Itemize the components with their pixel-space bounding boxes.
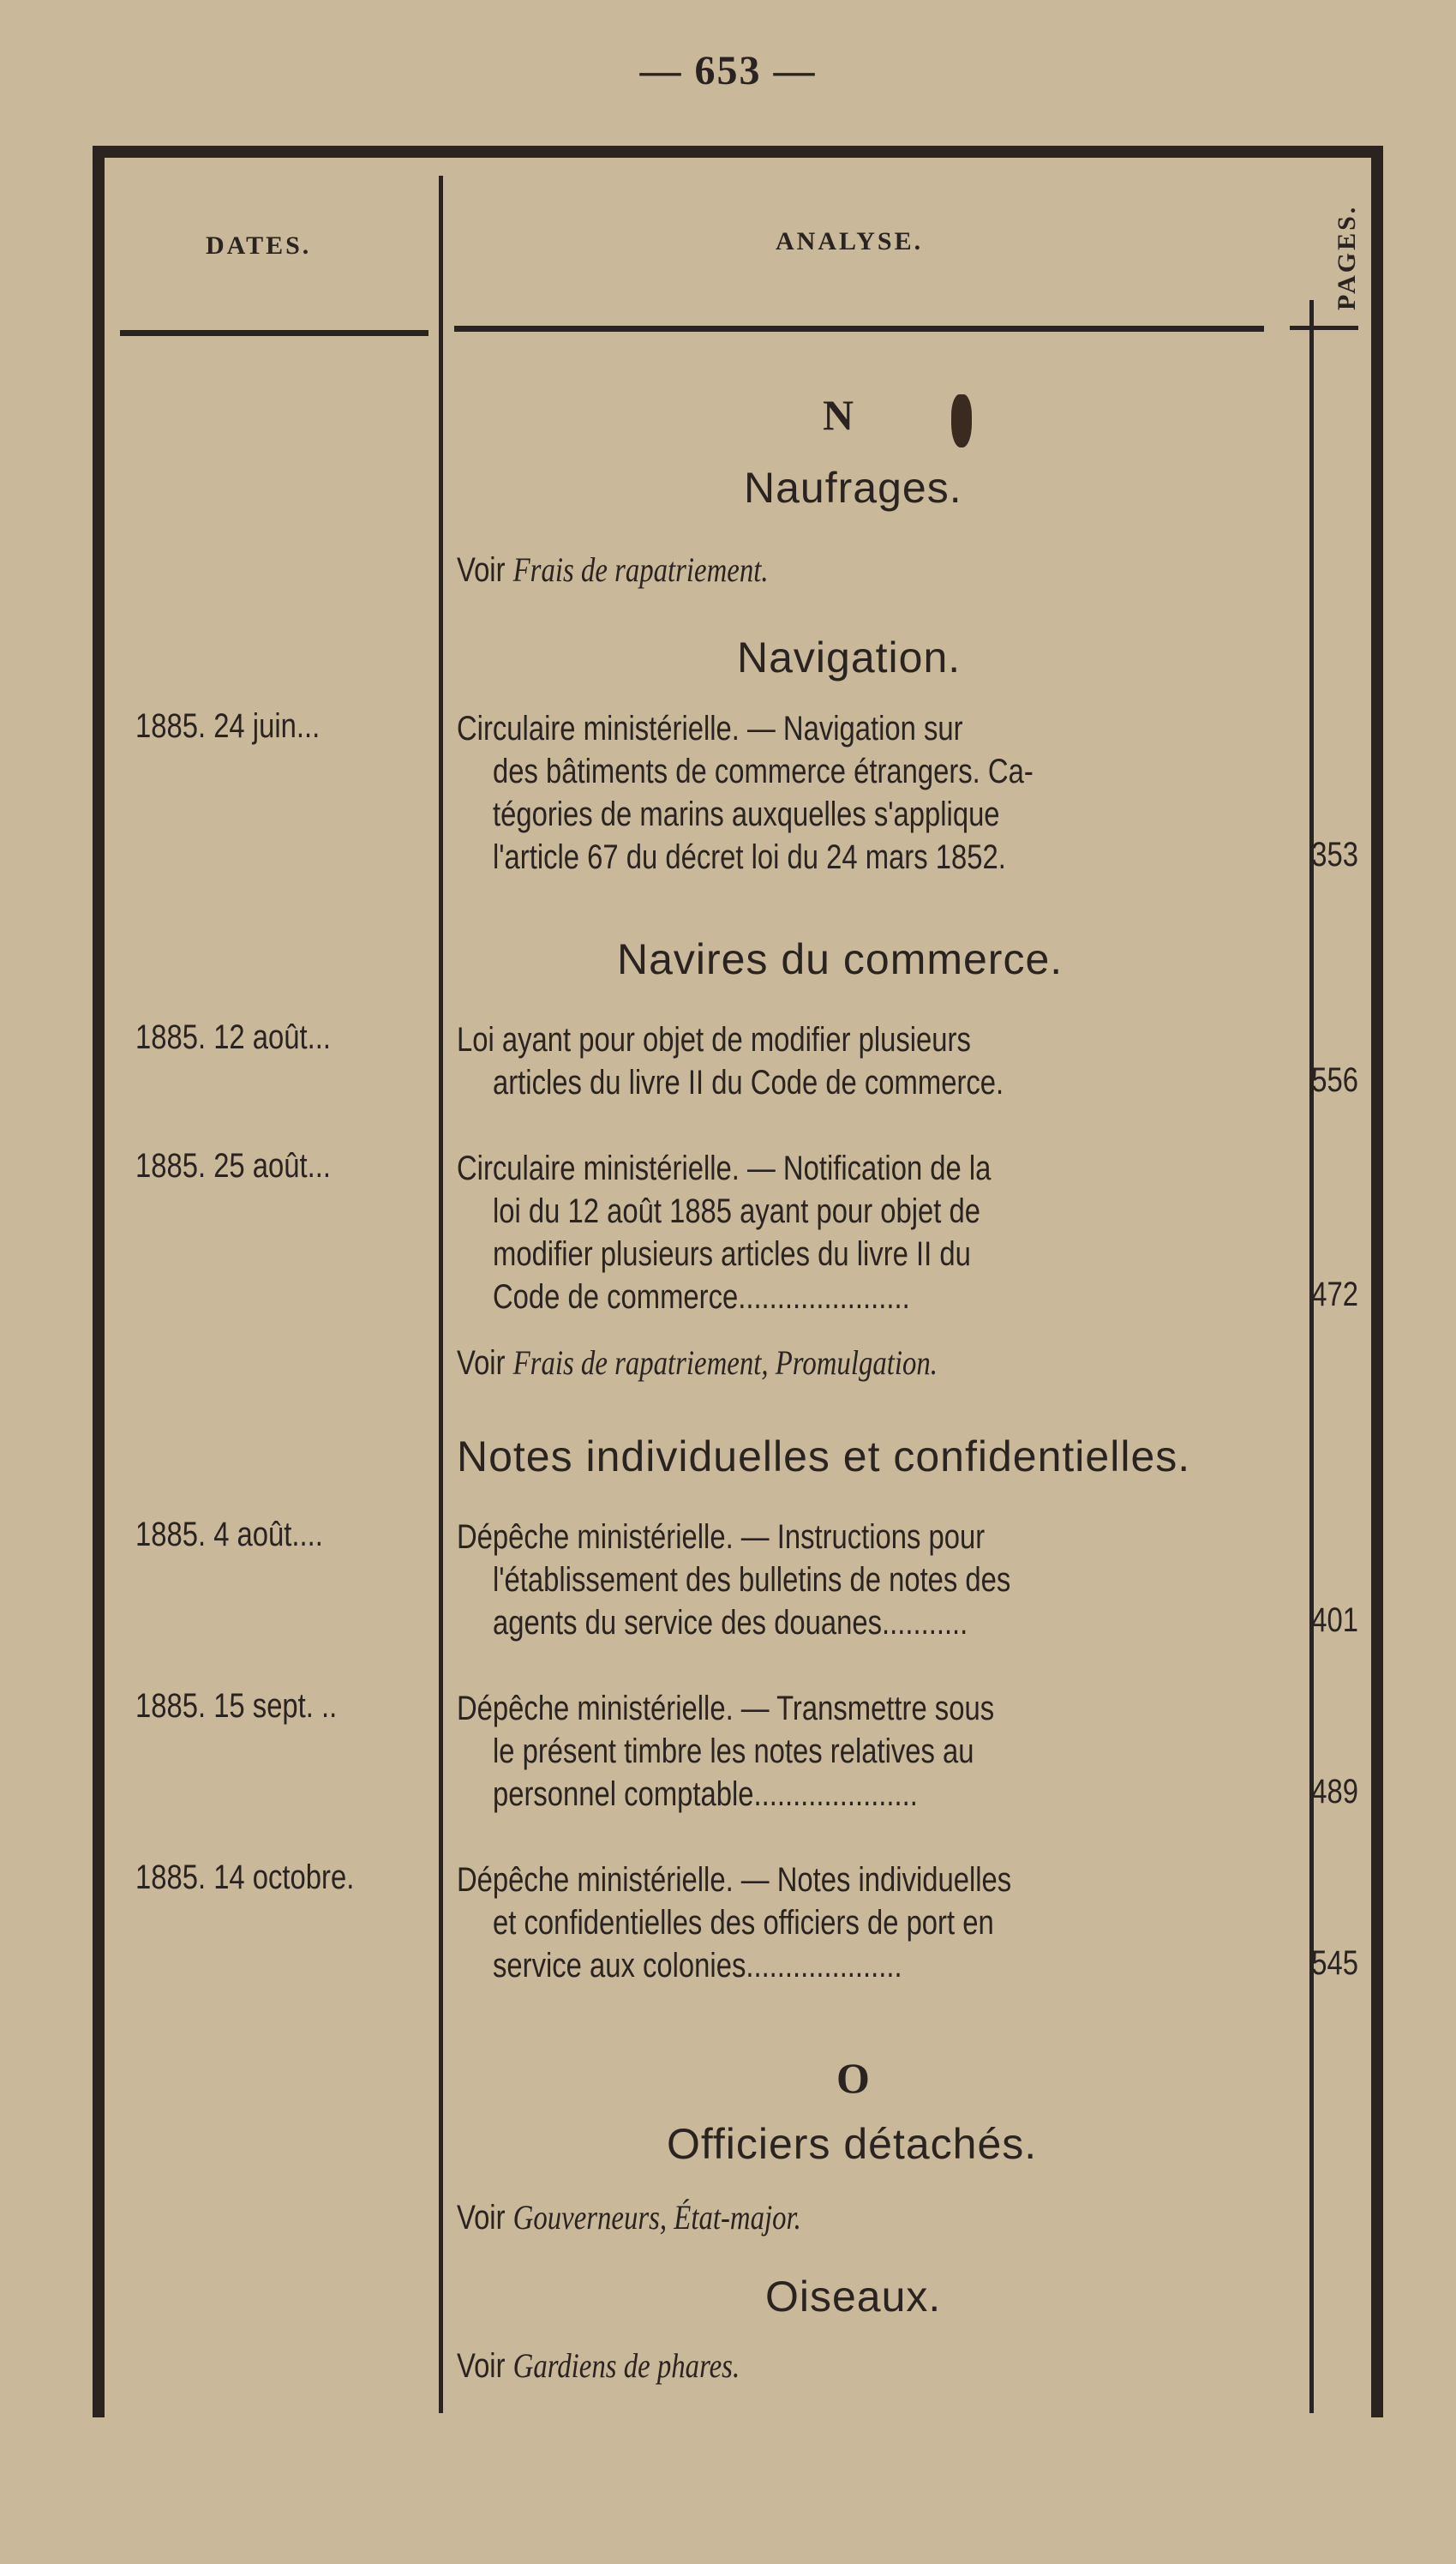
entry-text-line: Dépêche ministérielle. — Notes individuelles [457, 1861, 1012, 1899]
entry-date: 1885. 15 sept. .. [135, 1687, 338, 1725]
entry-text-line: des bâtiments de commerce étrangers. Ca- [493, 753, 1034, 790]
column-header-pages [1333, 184, 1367, 313]
see-also-ref: Frais de rapatriement, Promulgation. [512, 1343, 938, 1382]
entry-text-line: Loi ayant pour objet de modifier plusieurs [457, 1021, 971, 1059]
entry-text-line: personnel comptable..................... [493, 1775, 918, 1813]
see-also-officiers [457, 2196, 801, 2239]
entry-page-number: 489 [1311, 1773, 1358, 1810]
voir-label: Voir [457, 2347, 506, 2385]
entry-date: 1885. 25 août... [135, 1147, 331, 1185]
see-also-navires [457, 1342, 938, 1384]
entry-page-number: 353 [1311, 836, 1358, 874]
column-header-pages-label: PAGES. [1333, 204, 1361, 310]
entry-text-line: Dépêche ministérielle. — Transmettre sous [457, 1690, 995, 1727]
entry-page-number: 472 [1311, 1276, 1358, 1313]
entry-text-line: modifier plusieurs articles du livre II du [493, 1235, 971, 1273]
entry-text-line: l'article 67 du décret loi du 24 mars 1852. [493, 838, 1006, 876]
entry-text-line: Circulaire ministérielle. — Navigation sur [457, 710, 963, 748]
entry-page-number: 401 [1311, 1601, 1358, 1639]
see-also-naufrages [457, 549, 769, 591]
entry-title-notes: Notes individuelles et confidentielles. [457, 1432, 1191, 1480]
see-also-ref: Frais de rapatriement. [512, 550, 769, 589]
entry-text-line: et confidentielles des officiers de port en [493, 1904, 994, 1942]
see-also-oiseaux [457, 2345, 740, 2387]
column-header-analyse: ANALYSE. [776, 227, 924, 255]
entry-text-line: service aux colonies.................... [493, 1947, 902, 1985]
frame-top-rule [93, 146, 1383, 158]
voir-label: Voir [457, 551, 506, 589]
column-header-dates: DATES. [206, 231, 312, 260]
entry-page-number: 545 [1311, 1944, 1358, 1982]
see-also-ref: Gouverneurs, État-major. [512, 2198, 801, 2237]
entry-date: 1885. 14 octobre. [135, 1858, 355, 1896]
entry-title-officiers: Officiers détachés. [667, 2120, 1038, 2168]
entry-title-navires: Navires du commerce. [617, 935, 1064, 983]
header-rule-dates [120, 330, 428, 336]
entry-title-oiseaux: Oiseaux. [765, 2273, 942, 2321]
header-rule-analyse [454, 326, 1264, 332]
entry-date: 1885. 12 août... [135, 1018, 331, 1056]
entry-date: 1885. 24 juin... [135, 707, 321, 745]
entry-text-line: le présent timbre les notes relatives au [493, 1732, 974, 1770]
ink-ornament-icon [951, 394, 972, 447]
entry-date: 1885. 4 août.... [135, 1516, 323, 1553]
section-letter-o: O [836, 2054, 870, 2102]
frame-right-rule [1371, 146, 1383, 2417]
entry-title-naufrages: Naufrages. [744, 464, 962, 512]
entry-page-number: 556 [1311, 1061, 1358, 1099]
page-number: — 653 — [639, 48, 817, 93]
column-divider-dates [439, 176, 443, 2413]
section-letter-n: N [823, 391, 854, 439]
voir-label: Voir [457, 1344, 506, 1382]
entry-text-line: loi du 12 août 1885 ayant pour objet de [493, 1192, 980, 1230]
see-also-ref: Gardiens de phares. [512, 2346, 740, 2385]
entry-title-navigation: Navigation. [737, 633, 962, 682]
entry-text-line: Dépêche ministérielle. — Instructions pour [457, 1518, 986, 1556]
column-divider-pages [1309, 300, 1314, 2413]
entry-text-line: tégories de marins auxquelles s'applique [493, 796, 1000, 833]
entry-text-line: Code de commerce...................... [493, 1278, 910, 1316]
entry-text-line: l'établissement des bulletins de notes des [493, 1561, 1011, 1599]
voir-label: Voir [457, 2199, 506, 2237]
entry-text-line: articles du livre II du Code de commerce. [493, 1064, 1004, 1102]
frame-left-rule [93, 146, 105, 2417]
entry-text-line: Circulaire ministérielle. — Notification de la [457, 1150, 992, 1187]
header-rule-pages [1290, 326, 1358, 330]
entry-text-line: agents du service des douanes........... [493, 1604, 968, 1642]
